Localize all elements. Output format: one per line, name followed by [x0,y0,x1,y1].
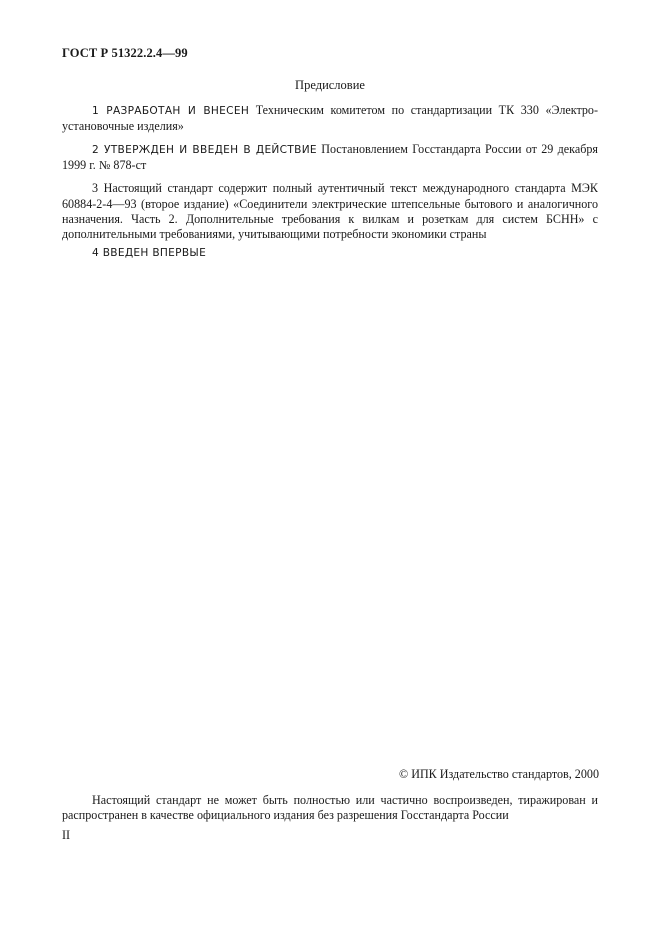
foreword-item-developed [62,103,598,134]
reproduction-notice: Настоящий стандарт не может быть полностью или частично воспроизведен, тиражирован и распространен в качестве официального издания без разрешения Госстандарта России [62,793,598,822]
copyright-line: © ИПК Издательство стандартов, 2000 [399,767,599,781]
item-lead: 2 УТВЕРЖДЕН И ВВЕДЕН В ДЕЙСТВИЕ [92,144,317,156]
item-lead: 1 РАЗРАБОТАН И ВНЕСЕН [92,105,250,117]
foreword-item-approved [62,142,598,173]
foreword-title: Предисловие [295,78,365,92]
item-text: Техническим комитетом по стандартизации ТК 330 «Электро-установочные изделия» [62,103,599,133]
item-lead: 4 ВВЕДЕН ВПЕРВЫЕ [92,247,207,259]
page-number: II [62,828,71,842]
item-text: 3 Настоящий стандарт содержит полный аутентичный текст международного стандарта МЭК 60884-2-4—93 (второе издание) «Соединители электрические штепсельные бытового и аналогичного назначения. Часть 2. Дополнительные требования к вилкам и розеткам для систем БСНН» с дополнительными требованиями, учитывающими потребности экономики страны [62,181,598,241]
foreword-item-content [62,181,598,242]
document-code: ГОСТ Р 51322.2.4—99 [62,46,188,60]
item-text: Постановлением Госстандарта России от 29 декабря 1999 г. № 878-ст [62,142,598,172]
foreword-item-introduced [62,245,598,261]
